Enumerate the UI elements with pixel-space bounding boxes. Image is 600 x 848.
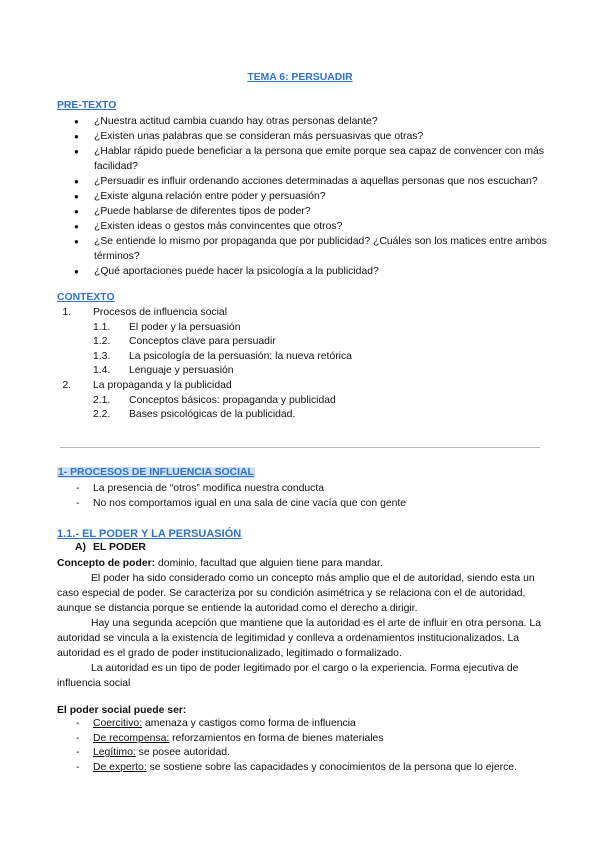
outline-number: 1.4. <box>93 365 111 377</box>
list-item: - No nos comportamos igual en una sala de cine vacía que con gente <box>57 497 547 512</box>
list-item: ● ¿Persuadir es influir ordenando acciones determinadas a aquellas personas que nos escuchan? <box>57 174 547 189</box>
list-item <box>57 746 547 761</box>
type-term: De experto: <box>93 761 147 773</box>
paragraph: El poder ha sido considerado como un concepto más amplio que el de autoridad, siendo esta un caso especial de poder. Se caracteriza por su condición asimétrica y se relaciona con el de autoridad, aunque se distancia porque se entiende la autoridad como el derecho a dirigir. <box>57 573 535 614</box>
outline-item <box>57 394 547 409</box>
sub-title: EL PODER <box>93 542 146 553</box>
outline-text: Procesos de influencia social <box>93 307 227 318</box>
list-item: ● ¿Qué aportaciones puede hacer la psicología a la publicidad? <box>57 264 547 279</box>
type-term: Legítimo: <box>93 747 136 759</box>
list-item: ● ¿Existen ideas o gestos más convincentes que otros? <box>57 219 547 234</box>
pretexto-heading: PRE-TEXTO <box>57 100 117 111</box>
list-item: ● ¿Puede hablarse de diferentes tipos de poder? <box>57 204 547 219</box>
subsection-heading: 1.1.- EL PODER Y LA PERSUASIÓN <box>57 528 242 540</box>
outline-number: 2.1. <box>93 394 111 406</box>
outline-number: 2. <box>62 379 71 391</box>
list-item: ● ¿Existen unas palabras que se consideran más persuasivas que otras? <box>57 129 547 144</box>
concept-label: Concepto de poder: <box>57 558 156 569</box>
contexto-heading: CONTEXTO <box>57 292 115 303</box>
outline-text: Conceptos clave para persuadir <box>129 336 276 348</box>
outline-text: Bases psicológicas de la publicidad. <box>129 409 296 421</box>
outline-text: La psicología de la persuasión: la nueva retórica <box>129 350 352 362</box>
outline-number: 2.2. <box>93 409 111 421</box>
type-term: De recompensa: <box>93 732 170 744</box>
body-text <box>57 556 543 691</box>
outline-text: El poder y la persuasión <box>129 321 241 333</box>
pretexto-question-list <box>57 114 547 279</box>
outline-item <box>57 364 547 379</box>
outline-item <box>57 306 547 321</box>
outline-text: Lenguaje y persuasión <box>129 365 234 377</box>
outline-number: 1.1. <box>93 321 111 333</box>
document-title: TEMA 6: PERSUADIR <box>247 72 353 83</box>
list-item: ● ¿Se entiende lo mismo por propaganda que por publicidad? ¿Cuáles son los matices entre ambos términos? <box>57 234 547 264</box>
type-term: Coercitivo: <box>93 718 143 729</box>
list-item: - La presencia de “otros” modifica nuestra conducta <box>57 482 547 497</box>
outline-item <box>57 408 547 423</box>
outline-text: Conceptos básicos: propaganda y publicidad <box>129 394 336 406</box>
outline-number: 1.3. <box>93 350 111 362</box>
outline-item <box>57 321 547 336</box>
horizontal-divider <box>60 447 540 448</box>
list-item: ● ¿Hablar rápido puede beneficiar a la persona que emite porque sea capaz de convencer con más facilidad? <box>57 144 547 174</box>
paragraph: La autoridad es un tipo de poder legitimado por el cargo o la experiencia. Forma ejecutiva de influencia social <box>57 663 519 689</box>
type-desc: reforzamientos en forma de bienes materiales <box>169 732 384 744</box>
outline-text: La propaganda y la publicidad <box>93 379 232 391</box>
concept-paragraph <box>57 556 543 571</box>
list-item: ● ¿Nuestra actitud cambia cuando hay otras personas delante? <box>57 114 547 129</box>
sub-letter: A) <box>75 542 86 553</box>
section-points <box>57 482 547 511</box>
section-heading: 1- PROCESOS DE INFLUENCIA SOCIAL <box>58 467 254 478</box>
outline-item <box>57 335 547 350</box>
outline-number: 1. <box>62 307 71 318</box>
list-item <box>57 717 547 732</box>
list-item: ● ¿Existe alguna relación entre poder y persuasión? <box>57 189 547 204</box>
list-item <box>57 732 547 747</box>
concept-text: dominio, facultad que alguien tiene para mandar. <box>155 558 383 569</box>
contexto-outline <box>57 306 547 423</box>
type-desc: se posee autoridad. <box>135 747 230 759</box>
outline-item <box>57 379 547 394</box>
type-desc: se sostiene sobre las capacidades y conocimientos de la persona que lo ejerce. <box>146 761 517 773</box>
power-types-list <box>57 717 547 775</box>
type-desc: amenaza y castigos como forma de influencia <box>142 718 356 729</box>
sub-subsection-heading <box>75 542 146 553</box>
paragraph: Hay una segunda acepción que mantiene que la autoridad es el arte de influir en otra persona. La autoridad se vincula a la existencia de legitimidad y conlleva a ordenamientos institucionalizados. La autoridad es el grado de poder institucionalizado, legitimado o formalizado. <box>57 618 541 659</box>
outline-number: 1.2. <box>93 336 111 348</box>
outline-item <box>57 350 547 365</box>
types-heading: El poder social puede ser: <box>57 705 187 716</box>
list-item <box>57 761 547 776</box>
